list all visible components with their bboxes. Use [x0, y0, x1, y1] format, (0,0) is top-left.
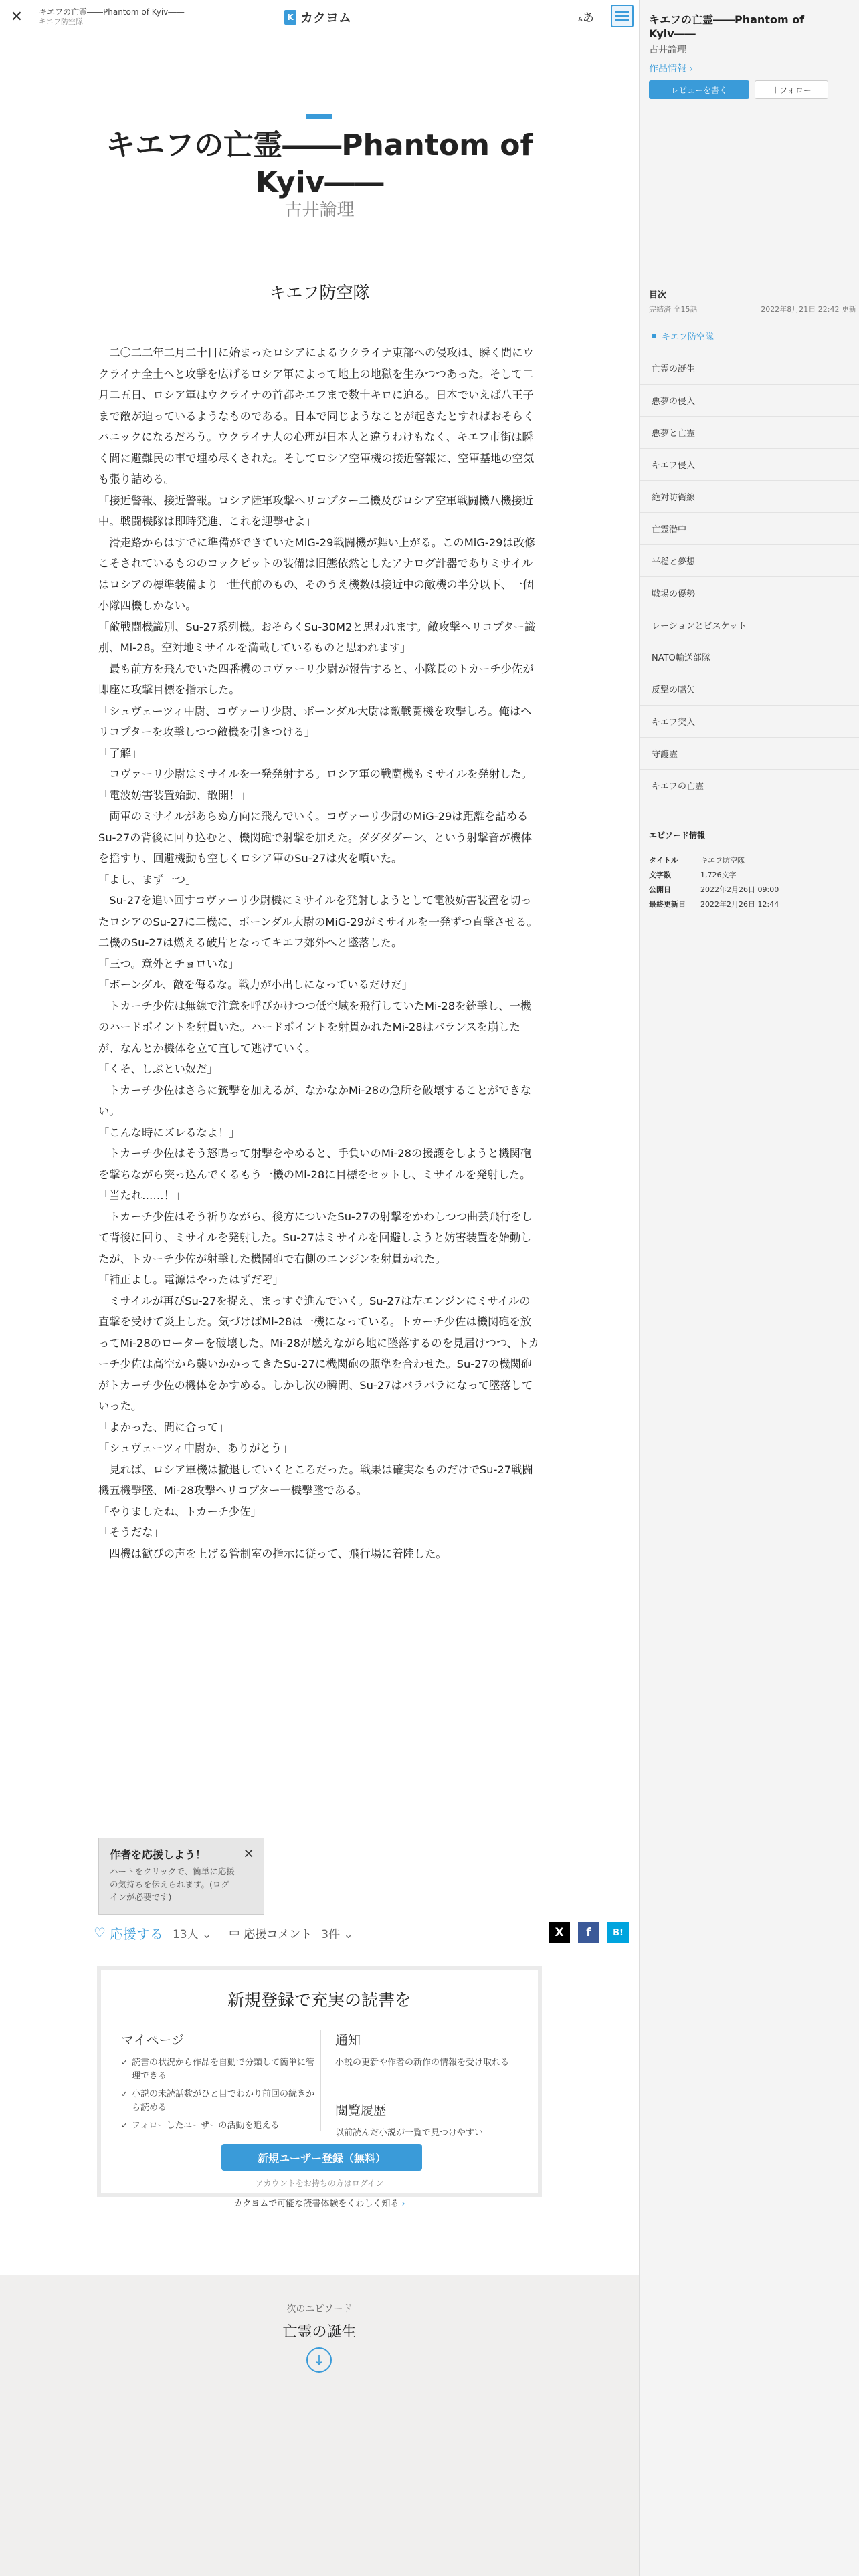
heart-icon: ♡: [94, 1925, 106, 1941]
toc-item[interactable]: 反撃の嚆矢: [640, 673, 859, 705]
episode-title: キエフ防空隊: [269, 283, 370, 302]
body-paragraph: 「よかった、間に合って」: [98, 1420, 229, 1434]
body-paragraph: 四機は歓びの声を上げる管制室の指示に従って、飛行場に着陸した。: [98, 1547, 447, 1560]
signup-title: 新規登録で充実の読書を: [227, 1990, 411, 2010]
share-hatena-button[interactable]: B!: [607, 1922, 629, 1943]
toc-item[interactable]: キエフ侵入: [640, 448, 859, 480]
body-paragraph: 「シュヴェーツィ中尉か、ありがとう」: [98, 1442, 293, 1455]
kakuyomu-logo[interactable]: [284, 8, 351, 26]
toc-item-current[interactable]: キエフ防空隊: [640, 320, 859, 352]
episode-info-row: [649, 853, 850, 867]
mypage-benefit: ✓ フォローしたユーザーの活動を追える: [121, 2119, 315, 2133]
info-key: 最終更新日: [649, 900, 686, 909]
info-key: 文字数: [649, 871, 671, 879]
episode-info-row: [649, 867, 850, 882]
body-paragraph: 「くそ、しぶとい奴だ」: [98, 1063, 218, 1075]
toc-list: [640, 320, 859, 801]
learn-more-link[interactable]: [101, 2196, 538, 2209]
header-work-info[interactable]: [39, 7, 240, 27]
toc-item[interactable]: 亡霊の誕生: [640, 352, 859, 384]
share-x-button[interactable]: X: [549, 1922, 570, 1943]
logo-mark-icon: K: [284, 10, 296, 25]
sidebar: [639, 0, 859, 2576]
toc-item[interactable]: NATO輸送部隊: [640, 641, 859, 673]
toc-item[interactable]: 悪夢の侵入: [640, 384, 859, 416]
divider: [320, 2030, 321, 2131]
chevron-down-icon: ⌄: [201, 1927, 212, 1941]
body-paragraph: 「当たれ……！」: [98, 1189, 186, 1202]
next-episode-title[interactable]: 亡霊の誕生: [282, 2324, 357, 2341]
comment-count[interactable]: [321, 1925, 353, 1941]
body-paragraph: ミサイルが再びSu-27を捉え、まっすぐ進んでいく。Su-27は左エンジンにミサイルの直撃を受けて炎上した。気づけばMi-28は一機になっている。トカーチ少佐は機関砲を放ってMi-28のローターを破壊した。Mi-28が燃えながら地に墜落するのを見届けつつ、トカーチ少佐は高空から襲いかかってきたSu-27に機関砲の照準を合わせた。Su-27の機関砲がトカーチ少佐の機体をかすめる。しかし次の瞬間、Su-27はバラバラになって墜落していった。: [98, 1294, 540, 1412]
body-paragraph: 「ボーンダル、敵を侮るな。戦力が小出しになっているだけだ」: [98, 978, 413, 991]
sidebar-work-title[interactable]: キエフの亡霊――Phantom of Kyiv――: [649, 13, 805, 40]
register-button[interactable]: 新規ユーザー登録（無料）: [221, 2144, 422, 2171]
comment-count-value: 3件: [321, 1927, 341, 1941]
episode-info-title: エピソード情報: [649, 831, 706, 840]
toc-item[interactable]: レーションとビスケット: [640, 609, 859, 641]
learn-more-label: カクヨムで可能な読書体験をくわしく知る: [233, 2199, 399, 2209]
toc-updated: 2022年8月21日 22:42 更新: [761, 305, 856, 314]
toc-item[interactable]: 守護霊: [640, 737, 859, 769]
episode-info-table: [649, 853, 850, 911]
body-paragraph: 「よし、まず一つ」: [98, 873, 197, 886]
toc-item[interactable]: キエフ突入: [640, 705, 859, 737]
body-paragraph: 「接近警報、接近警報。ロシア陸軍攻撃ヘリコプター二機及びロシア空軍戦闘機八機接近中。戦闘機隊は即時発進、これを迎撃せよ」: [98, 494, 533, 528]
info-value: 1,726文字: [700, 871, 737, 879]
title-accent-bar: [306, 114, 332, 119]
episode-main: [0, 33, 639, 2275]
reaction-bar: [94, 1919, 624, 1946]
toc-meta: [649, 304, 856, 314]
comment-label: 応援コメント: [244, 1927, 312, 1941]
login-link[interactable]: アカウントをお持ちの方はログイン: [255, 2179, 384, 2188]
top-header: [0, 0, 639, 33]
notify-section: [335, 2030, 522, 2141]
body-paragraph: 「やりましたね、トカーチ少佐」: [98, 1505, 262, 1518]
header-work-title[interactable]: キエフの亡霊――Phantom of Kyiv――: [39, 7, 185, 17]
share-facebook-button[interactable]: f: [578, 1922, 599, 1943]
body-paragraph: トカーチ少佐はさらに銃撃を加えるが、なかなかMi-28の急所を破壊することができない。: [98, 1083, 532, 1117]
body-paragraph: 「そうだな」: [98, 1526, 164, 1539]
notify-text: 小説の更新や作者の新作の情報を受け取れる: [335, 2058, 510, 2068]
work-info-link[interactable]: [649, 62, 693, 75]
body-paragraph: 見れば、ロシア軍機は撤退していくところだった。戦果は確実なものだけでSu-27戦闘機五機撃墜、Mi-28攻撃ヘリコプター一機撃墜である。: [98, 1463, 533, 1497]
history-section: [335, 2088, 522, 2141]
chevron-right-icon: ›: [689, 64, 694, 74]
info-key: タイトル: [649, 856, 678, 865]
body-paragraph: トカーチ少佐は無線で注意を呼びかけつつ低空域を飛行していたMi-28を銃撃し、一機のハードポイントを射貫いた。ハードポイントを射貫かれたMi-28はバランスを崩したが、なんとか機体を立て直して逃げていく。: [98, 999, 532, 1055]
body-paragraph: 二〇二二年二月二十日に始まったロシアによるウクライナ東部への侵攻は、瞬く間にウクライナ全土へと攻撃を広げるロシア軍によって地上の地獄を生みつつあった。そして二月二五日、ロシア軍はウクライナの首都キエフまで数十キロに迫る。日本でいえば八王子まで敵が迫っているようなものである。日本で同じようなことが起きたとすればおそらくパニックになるだろう。ウクライナ人の心理が日本人と違うわけもなく、キエフ市街は瞬く間に避難民の車で埋め尽くされた。そしてロシア空軍機の接近警報に、空軍基地の空気も張り詰める。: [98, 346, 535, 486]
body-paragraph: 「補正よし。電源はやったはずだぞ」: [98, 1273, 284, 1286]
body-paragraph: 両軍のミサイルがあらぬ方向に飛んでいく。コヴァーリ少尉のMiG-29は距離を詰めるSu-27の背後に回り込むと、機関砲で射撃を加えた。ダダダダーン、という射撃音が機体を揺すり、回避機動も空しくロシア軍のSu-27は火を噴いた。: [98, 810, 533, 865]
toc-item[interactable]: 亡霊潜中: [640, 512, 859, 544]
body-paragraph: Su-27を追い回すコヴァーリ少尉機にミサイルを発射しようとして電波妨害装置を切ったロシアのSu-27に二機に、ボーンダル大尉のMiG-29がミサイルを一発ずつ直撃させる。二機のSu-27は燃える破片となってキエフ郊外へと墜落した。: [98, 894, 538, 949]
body-paragraph: 「こんな時にズレるなよ！」: [98, 1125, 240, 1139]
font-settings-button[interactable]: Aあ: [578, 11, 594, 25]
cheer-label: 応援する: [109, 1925, 163, 1942]
toc-item[interactable]: 平穏と夢想: [640, 544, 859, 576]
toc-item[interactable]: 絶対防衛線: [640, 480, 859, 512]
comment-icon: ▭: [229, 1926, 240, 1939]
body-paragraph: 「了解」: [98, 746, 142, 760]
follow-button[interactable]: ＋フォロー: [755, 80, 828, 99]
notify-title: 通知: [335, 2033, 361, 2048]
signup-panel: [97, 1966, 542, 2209]
comment-button[interactable]: [229, 1925, 312, 1941]
body-paragraph: 滑走路からはすでに準備ができていたMiG-29戦闘機が舞い上がる。このMiG-29は改修こそされているもののコックピットの装備は旧態依然としたアナログ計器でありミサイルはロシアの標準装備より一世代前のもの、そのうえ機数は接近中の敵機の半分以下、一個小隊四機しかない。: [98, 536, 536, 612]
info-value: キエフ防空隊: [700, 856, 745, 865]
work-info-label: 作品情報: [649, 64, 686, 74]
next-episode-label: 次のエピソード: [286, 2304, 353, 2315]
cheer-count[interactable]: [173, 1925, 211, 1941]
work-title[interactable]: キエフの亡霊――Phantom of Kyiv――: [106, 128, 533, 199]
toc-item[interactable]: 悪夢と亡霊: [640, 416, 859, 448]
header-episode-title: キエフ防空隊: [39, 17, 83, 26]
body-paragraph: トカーチ少佐はそう怒鳴って射撃をやめると、手負いのMi-28の援護をしようと機関砲を撃ちながら突っ込んでくるもう一機のMi-28に目標をセットし、ミサイルを発射した。: [98, 1147, 532, 1181]
cheer-button[interactable]: [94, 1923, 163, 1943]
episode-body: [98, 342, 540, 1564]
episode-info-row: [649, 882, 850, 897]
episode-info-row: [649, 897, 850, 911]
body-paragraph: トカーチ少佐はそう祈りながら、後方についたSu-27の射撃をかわしつつ曲芸飛行をして背後に回り、ミサイルを発射した。Su-27はミサイルを回避しようと妨害装置を始動したが、トカーチ少佐が射撃した機関砲で右側のエンジンを射貫かれた。: [98, 1210, 533, 1265]
info-key: 公開日: [649, 885, 671, 894]
history-text: 以前読んだ小説が一覧で見つけやすい: [335, 2127, 484, 2138]
toc-item[interactable]: キエフの亡霊: [640, 769, 859, 801]
mypage-section: [121, 2030, 315, 2138]
toc-status: 完結済 全15話: [649, 305, 698, 314]
cheer-tooltip-text: ハートをクリックで、簡単に応援の気持ちを伝えられます。(ログインが必要です): [110, 1866, 235, 1902]
info-value: 2022年2月26日 12:44: [700, 900, 779, 909]
font-settings-label: あ: [582, 11, 594, 25]
body-paragraph: 「敵戦闘機識別、Su-27系列機。おそらくSu-30M2と思われます。敵攻撃ヘリコプター識別、Mi-28。空対地ミサイルを満載しているものと思われます」: [98, 620, 536, 654]
logo-text: カクヨム: [300, 11, 352, 25]
chevron-right-icon: ›: [401, 2199, 405, 2209]
chevron-down-icon: ⌄: [343, 1927, 353, 1941]
info-value: 2022年2月26日 09:00: [700, 885, 779, 894]
toc-title: 目次: [649, 290, 667, 300]
toc-item[interactable]: 戦場の優勢: [640, 576, 859, 609]
close-icon[interactable]: ×: [243, 1845, 254, 1861]
body-paragraph: 「三つ。意外とチョロいな」: [98, 957, 240, 970]
body-paragraph: 「電波妨害装置始動、散開！」: [98, 788, 251, 802]
body-paragraph: 最も前方を飛んでいた四番機のコヴァーリ少尉が報告すると、小隊長のトカーチ少佐が即座に攻撃目標を指示した。: [98, 662, 534, 696]
sidebar-author[interactable]: 古井論理: [649, 45, 686, 56]
cheer-count-value: 13人: [172, 1927, 199, 1941]
arrow-down-icon[interactable]: ↓: [306, 2347, 332, 2373]
body-paragraph: 「シュヴェーツィ中尉、コヴァーリ少尉、ボーンダル大尉は敵戦闘機を攻撃しろ。俺はヘリコプターを攻撃しつつ敵機を引きつける」: [98, 704, 532, 738]
toc-menu-button[interactable]: [611, 5, 634, 27]
write-review-button[interactable]: レビューを書く: [649, 80, 749, 99]
mypage-benefit: ✓ 読書の状況から作品を自動で分類して簡単に管理できる: [121, 2056, 315, 2082]
mypage-title: マイページ: [121, 2033, 185, 2048]
mypage-benefit: ✓ 小説の未読話数がひと目でわかり前回の続きから読める: [121, 2088, 315, 2114]
history-title: 閲覧履歴: [335, 2103, 387, 2118]
author-name[interactable]: 古井論理: [284, 200, 355, 220]
close-icon[interactable]: ✕: [10, 8, 23, 25]
next-episode-area: [0, 2275, 639, 2576]
cheer-tooltip: [98, 1838, 264, 1915]
body-paragraph: コヴァーリ少尉はミサイルを一発発射する。ロシア軍の戦闘機もミサイルを発射した。: [98, 768, 533, 780]
cheer-tooltip-title: 作者を応援しよう！: [110, 1848, 207, 1861]
